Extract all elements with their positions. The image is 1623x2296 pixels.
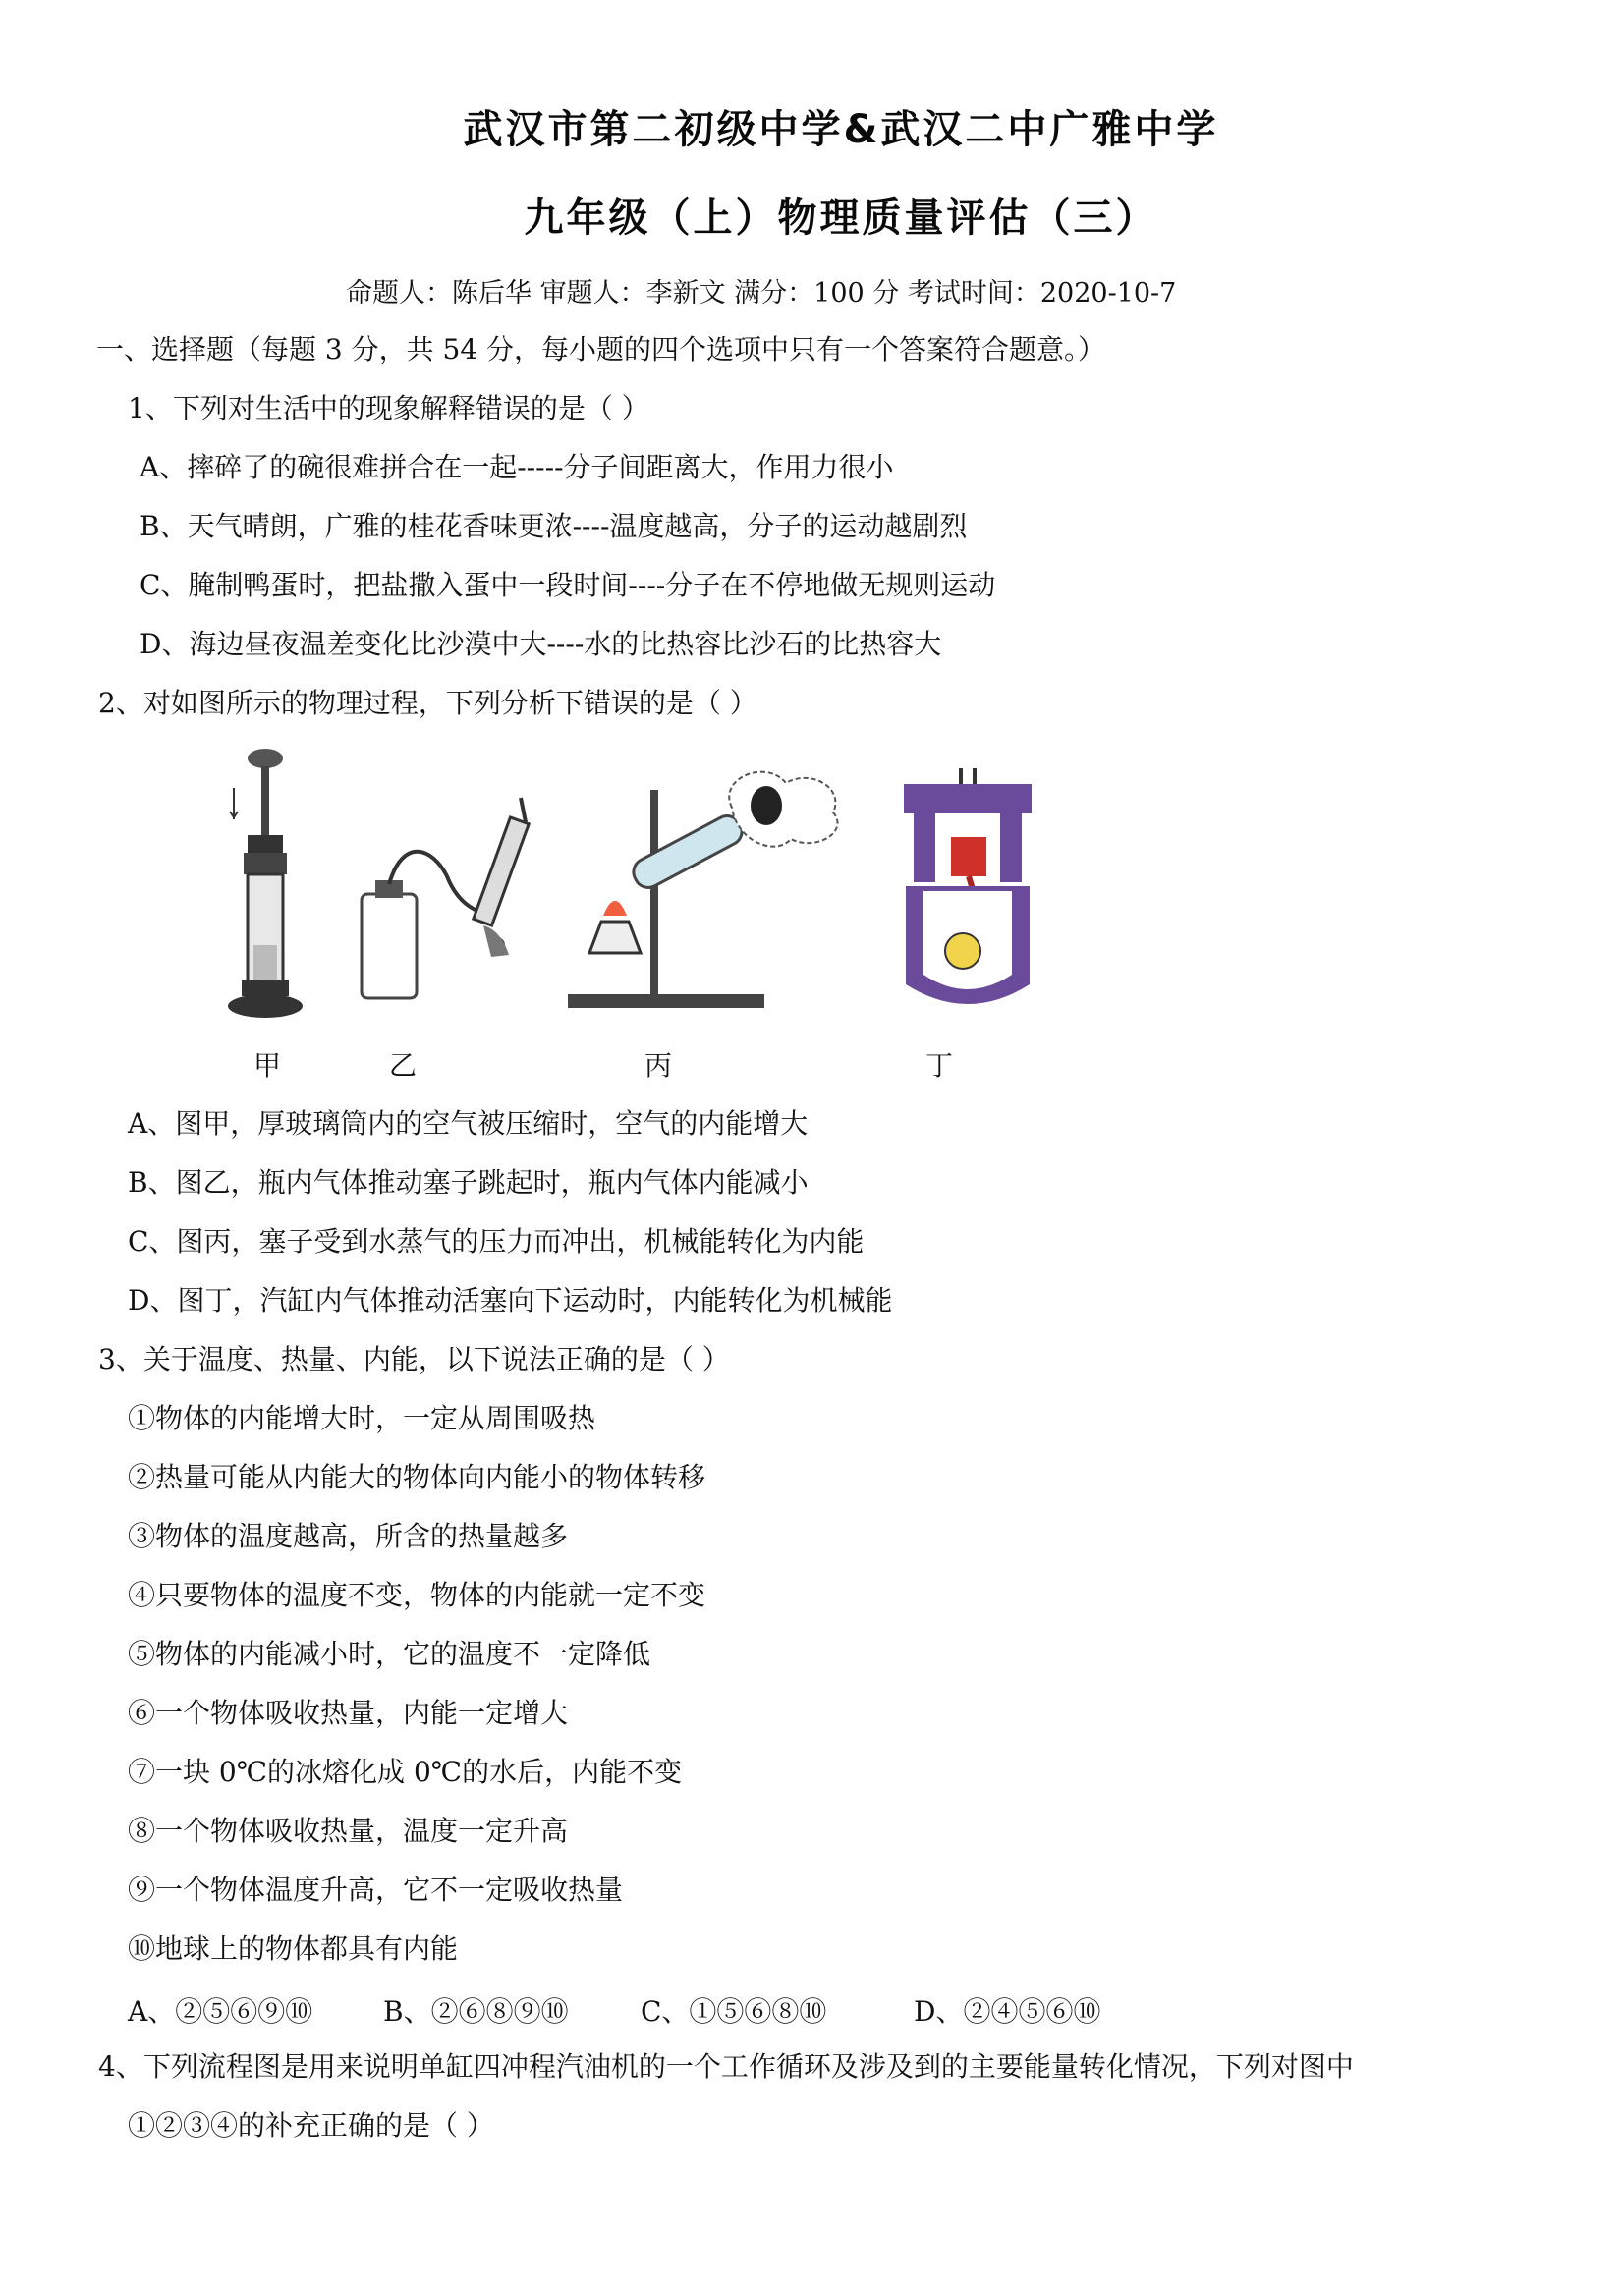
question-2-figure [196,729,1041,1092]
question-1-option-c: C、腌制鸭蛋时，把盐撒入蛋中一段时间----分子在不停地做无规则运动 [140,569,996,601]
question-2-option-d: D、图丁，汽缸内气体推动活塞向下运动时，内能转化为机械能 [128,1284,893,1316]
question-3-statement-4: ④只要物体的温度不变，物体的内能就一定不变 [128,1579,706,1611]
exam-title-subject: 九年级（上）物理质量评估（三） [524,196,1158,241]
figure-label-bing: 丙 [644,1049,673,1082]
figure-bing-test-tube [568,772,837,1008]
question-3-choice-d: D、②④⑤⑥⑩ [914,1995,1101,2028]
question-3-choice-a: A、②⑤⑥⑨⑩ [128,1995,313,2028]
question-2-option-b: B、图乙，瓶内气体推动塞子跳起时，瓶内气体内能减小 [128,1166,809,1199]
question-4-stem-line-1: 4、下列流程图是用来说明单缸四冲程汽油机的一个工作循环及涉及到的主要能量转化情况，下列对图中 [98,2050,1354,2083]
exam-title-school: 武汉市第二初级中学&武汉二中广雅中学 [463,107,1219,152]
question-1-stem: 1、下列对生活中的现象解释错误的是（ ） [128,392,649,424]
figure-ding-engine [904,768,1032,1004]
question-4-stem-line-2: ①②③④的补充正确的是（ ） [128,2109,494,2142]
question-2-option-c: C、图丙，塞子受到水蒸气的压力而冲出，机械能转化为内能 [128,1225,865,1258]
question-2-stem: 2、对如图所示的物理过程，下列分析下错误的是（ ） [98,687,757,719]
question-3-statement-9: ⑨一个物体温度升高，它不一定吸收热量 [128,1874,624,1906]
figure-label-ding: 丁 [925,1049,954,1082]
figure-label-jia: 甲 [253,1049,282,1082]
question-3-statement-1: ①物体的内能增大时，一定从周围吸热 [128,1402,596,1434]
section-heading: 一、选择题（每题 3 分，共 54 分，每小题的四个选项中只有一个答案符合题意。） [96,333,1106,365]
figure-jia-cylinder [228,749,303,1018]
question-3-statement-2: ②热量可能从内能大的物体向内能小的物体转移 [128,1461,706,1493]
question-3-statement-8: ⑧一个物体吸收热量，温度一定升高 [128,1815,569,1847]
question-3-statement-3: ③物体的温度越高，所含的热量越多 [128,1520,569,1552]
figure-label-yi: 乙 [389,1049,418,1082]
exam-meta-info: 命题人：陈后华 审题人：李新文 满分：100 分 考试时间：2020-10-7 [346,278,1177,308]
question-3-statement-10: ⑩地球上的物体都具有内能 [128,1932,459,1965]
question-3-choice-b: B、②⑥⑧⑨⑩ [383,1995,569,2028]
question-3-statement-6: ⑥一个物体吸收热量，内能一定增大 [128,1697,569,1729]
question-3-stem: 3、关于温度、热量、内能，以下说法正确的是（ ） [98,1343,730,1375]
question-1-option-d: D、海边昼夜温差变化比沙漠中大----水的比热容比沙石的比热容大 [140,628,942,660]
question-1-option-b: B、天气晴朗，广雅的桂花香味更浓----温度越高，分子的运动越剧烈 [140,510,968,542]
question-1-option-a: A、摔碎了的碗很难拼合在一起-----分子间距离大，作用力很小 [140,451,894,483]
question-3-statement-7: ⑦一块 0℃的冰熔化成 0℃的水后，内能不变 [128,1756,683,1788]
question-3-choice-c: C、①⑤⑥⑧⑩ [641,1995,827,2028]
question-3-statement-5: ⑤物体的内能减小时，它的温度不一定降低 [128,1638,651,1670]
question-2-option-a: A、图甲，厚玻璃筒内的空气被压缩时，空气的内能增大 [128,1107,809,1140]
figure-yi-bottle-pump [362,798,529,998]
